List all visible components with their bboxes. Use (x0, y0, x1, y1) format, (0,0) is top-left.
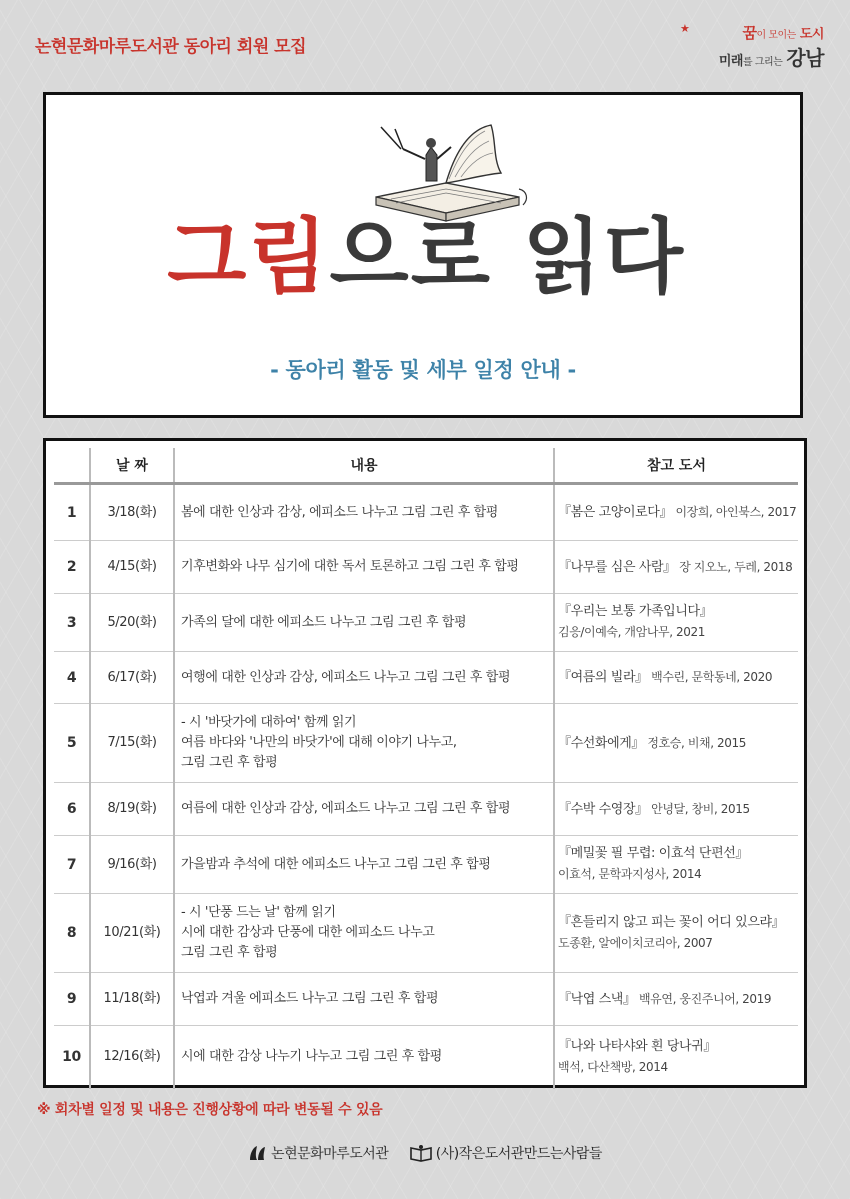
book-author-publisher: 이장희, 아인북스, 2017 (672, 505, 797, 519)
row-number: 4 (54, 652, 90, 704)
book-title: 『나와 나타샤와 흰 당나귀』 (558, 1038, 716, 1054)
schedule-table-box (43, 438, 807, 1088)
book-author-publisher: 도종환, 알에이치코리아, 2007 (558, 935, 713, 950)
row-reference-book (554, 894, 798, 973)
col-header-books: 참고 도서 (554, 448, 798, 484)
row-reference-book (554, 1026, 798, 1089)
row-date: 8/19(화) (90, 783, 174, 836)
row-content-line: 봄에 대한 인상과 감상, 에피소드 나누고 그림 그린 후 합평 (181, 504, 498, 520)
row-reference-book (554, 484, 798, 541)
table-row (54, 704, 798, 783)
table-row (54, 1026, 798, 1089)
book-author-publisher: 백석, 다산책방, 2014 (558, 1059, 668, 1074)
row-date: 7/15(화) (90, 704, 174, 783)
schedule-change-notice: ※ 회차별 일정 및 내용은 진행상황에 따라 변동될 수 있음 (37, 1102, 383, 1118)
col-header-num (54, 448, 90, 484)
row-content-line: 여름에 대한 인상과 감상, 에피소드 나누고 그림 그린 후 합평 (181, 801, 511, 816)
row-reference-book (554, 541, 798, 594)
row-content-line: 그림 그린 후 합평 (181, 945, 278, 960)
book-title: 『메밀꽃 필 무렵: 이효석 단편선』 (558, 846, 749, 861)
row-content-line: 시에 대한 감상과 단풍에 대한 에피소드 나누고 (181, 925, 435, 940)
book-author-publisher: 장 지오노, 두레, 2018 (675, 559, 793, 574)
row-content (174, 973, 554, 1026)
book-author-publisher: 백유연, 웅진주니어, 2019 (635, 991, 772, 1006)
table-row (54, 594, 798, 652)
gangnam-brand-logo (664, 22, 824, 70)
col-header-content: 내용 (174, 448, 554, 484)
row-content (174, 836, 554, 894)
table-row (54, 783, 798, 836)
row-date: 6/17(화) (90, 652, 174, 704)
row-number: 8 (54, 894, 90, 973)
row-number: 1 (54, 484, 90, 541)
row-content-line: 여름 바다와 '나만의 바닷가'에 대해 이야기 나누고, (181, 735, 457, 750)
row-number: 7 (54, 836, 90, 894)
row-content-line: 시에 대한 감상 나누기 나누고 그림 그린 후 합평 (181, 1049, 442, 1065)
row-content (174, 541, 554, 594)
row-reference-book (554, 973, 798, 1026)
row-content-line: 기후변화와 나무 심기에 대한 독서 토론하고 그림 그린 후 합평 (181, 559, 519, 574)
table-row (54, 541, 798, 594)
row-content-line: - 시 '단풍 드는 날' 함께 읽기 (181, 905, 336, 920)
footer-organizers (0, 1143, 850, 1166)
book-title: 『수박 수영장』 (558, 801, 648, 817)
book-author-publisher: 정호승, 비채, 2015 (644, 735, 746, 750)
row-content-line: 여행에 대한 인상과 감상, 에피소드 나누고 그림 그린 후 합평 (181, 669, 511, 685)
row-reference-book (554, 594, 798, 652)
row-content (174, 894, 554, 973)
row-content (174, 704, 554, 783)
book-author-publisher: 안녕달, 창비, 2015 (647, 801, 750, 816)
table-header-row (54, 448, 798, 484)
star-icon: ★ (680, 22, 690, 35)
hero-subtitle: - 동아리 활동 및 세부 일정 안내 - (270, 358, 576, 382)
row-content (174, 594, 554, 652)
book-title: 『우리는 보통 가족입니다』 (558, 604, 713, 619)
book-title: 『봄은 고양이로다』 (558, 505, 673, 520)
table-row (54, 484, 798, 541)
row-reference-book (554, 704, 798, 783)
row-number: 6 (54, 783, 90, 836)
row-content-line: 낙엽과 겨울 에피소드 나누고 그림 그린 후 합평 (181, 991, 439, 1006)
table-row (54, 836, 798, 894)
book-title: 『수선화에게』 (558, 735, 644, 751)
row-reference-book (554, 783, 798, 836)
open-book-icon (409, 1144, 433, 1162)
library-logo-icon (248, 1144, 268, 1162)
table-row (54, 973, 798, 1026)
row-date: 12/16(화) (90, 1026, 174, 1089)
row-date: 4/15(화) (90, 541, 174, 594)
row-content (174, 1026, 554, 1089)
row-content-line: - 시 '바닷가에 대하여' 함께 읽기 (181, 715, 357, 730)
row-date: 9/16(화) (90, 836, 174, 894)
footer-org-association: (사)작은도서관만드는사람들 (409, 1143, 602, 1163)
row-number: 2 (54, 541, 90, 594)
row-date: 5/20(화) (90, 594, 174, 652)
row-number: 9 (54, 973, 90, 1026)
brand-line-2: 미래를 그리는 강남 (718, 46, 824, 70)
row-content (174, 652, 554, 704)
hero-banner (43, 92, 803, 418)
row-content-line: 가족의 달에 대한 에피소드 나누고 그림 그린 후 합평 (181, 614, 467, 630)
table-row (54, 894, 798, 973)
book-title: 『낙엽 스낵』 (558, 991, 636, 1007)
page-header-title: 논현문화마루도서관 동아리 회원 모집 (35, 37, 307, 57)
book-title: 『여름의 빌라』 (558, 670, 648, 685)
row-content-line: 그림 그린 후 합평 (181, 755, 278, 770)
row-number: 5 (54, 704, 90, 783)
brand-line-1: 꿈이 모이는 도시 (742, 24, 824, 42)
book-author-publisher: 이효석, 문학과지성사, 2014 (558, 867, 702, 881)
col-header-date: 날 짜 (90, 448, 174, 484)
row-number: 3 (54, 594, 90, 652)
row-date: 3/18(화) (90, 484, 174, 541)
book-author-publisher: 백수린, 문학동네, 2020 (647, 670, 773, 684)
schedule-table (54, 448, 798, 1089)
row-date: 11/18(화) (90, 973, 174, 1026)
row-reference-book (554, 836, 798, 894)
book-title: 『흔들리지 않고 피는 꽃이 어디 있으랴』 (558, 914, 785, 930)
row-content-line: 가을밤과 추석에 대한 에피소드 나누고 그림 그린 후 합평 (181, 856, 491, 872)
book-author-publisher: 김응/이예숙, 개암나무, 2021 (558, 625, 705, 639)
footer-org-library: 논현문화마루도서관 (248, 1143, 388, 1163)
row-content (174, 484, 554, 541)
row-date: 10/21(화) (90, 894, 174, 973)
table-row (54, 652, 798, 704)
row-reference-book (554, 652, 798, 704)
row-number: 10 (62, 1049, 81, 1066)
hero-heading: 그림으로 읽다 (167, 210, 685, 305)
row-content (174, 783, 554, 836)
book-title: 『나무를 심은 사람』 (558, 559, 676, 575)
